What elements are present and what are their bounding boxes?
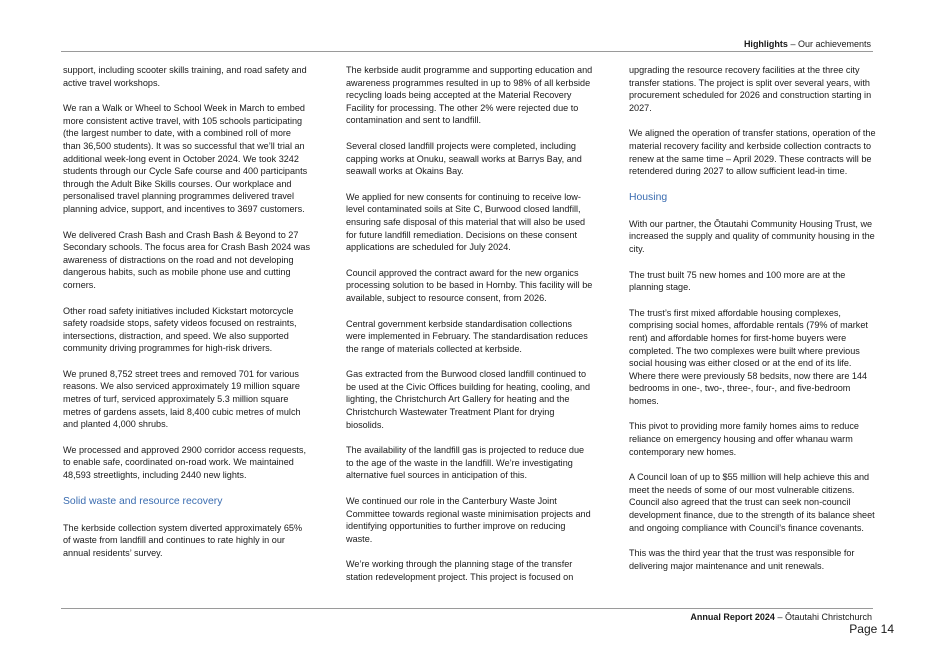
paragraph: We aligned the operation of transfer stations, operation of the material recovery facility and kerbside collection contracts to renew at the same time – April 2029. These contracts will be retendered during 2027 to allow sufficient lead-in time. (629, 128, 876, 177)
paragraph: With our partner, the Ōtautahi Community Housing Trust, we increased the supply and quality of community housing in the city. (629, 218, 875, 254)
paragraph: We ran a Walk or Wheel to School Week in March to embed more consistent active travel, with 105 schools participating (the largest number to date, with a combined roll of more than 36,500 students). It was so successful that we’ll trial an additional week-long event in October 2024. We took 3242 students through our Cycle Safe course and 400 participants through the Adult Bike Skills courses. Our workplace and personalised travel planning programmes delivered travel planning advice, support, and incentives to 3697 customers. (63, 103, 308, 214)
column-3 (629, 64, 877, 585)
paragraph: We’re working through the planning stage of the transfer station redevelopment project. This project is focused on (346, 559, 574, 582)
footer-report: Annual Report 2024 (690, 612, 775, 622)
paragraph: We delivered Crash Bash and Crash Bash & Beyond to 27 Secondary schools. The focus area for Crash Bash 2024 was awareness of distractions on the road and not developing dangerous habits, such as mobile phone use and cutting corners. (63, 229, 311, 290)
page-footer (690, 612, 872, 622)
paragraph: We processed and approved 2900 corridor access requests, to enable safe, coordinated on-road work. We maintained 48,593 streetlights, including 2440 new lights. (63, 444, 306, 481)
page-header (744, 39, 871, 49)
paragraph: Gas extracted from the Burwood closed landfill continued to be used at the Civic Offices building for heating, cooling, and lighting, the Christchurch Art Gallery for heating and the Christchurch Wastewater Treatment Plant for drying biosolids. (346, 369, 590, 430)
paragraph: Council approved the contract award for the new organics processing solution to be based in Hornby. This facility will be available, subject to resource consent, from 2026. (346, 267, 593, 303)
paragraph: The trust’s first mixed affordable housing complexes, comprising social homes, affordable rentals (79% of market rent) and affordable homes for first-home buyers were completed. The two complexes were built where previous social housing was either closed or at the end of its life. Where there were previously 58 bedsits, now there are 144 bedrooms in one-, two-, three-, four-, and five-bedroom homes. (629, 307, 868, 406)
paragraph: We applied for new consents for continuing to receive low-level contaminated soils at Site C, Burwood closed landfill, ensuring safe disposal of this material that will also be used for future landfill remediation. Decisions on these consent applications are scheduled for July 2024. (346, 191, 586, 253)
paragraph: support, including scooter skills training, and road safety and active travel workshops. (63, 65, 307, 88)
paragraph: We pruned 8,752 street trees and removed 701 for various reasons. We also serviced approximately 19 million square metres of turf, serviced approximately 5.3 million square metres of gardens assets, laid 8,400 cubic metres of mulch and planted 4,000 shrubs. (63, 368, 301, 430)
paragraph: A Council loan of up to $55 million will help achieve this and meet the needs of some of our most vulnerable citizens. Council also agreed that the trust can seek non-council development finance, due to the strength of its balance sheet and ongoing compliance with Council’s finance covenants. (629, 472, 875, 533)
column-1 (63, 64, 311, 572)
footer-divider (61, 608, 873, 609)
page-number: Page 14 (849, 622, 894, 636)
header-subtitle: – Our achievements (790, 39, 871, 49)
paragraph: The trust built 75 new homes and 100 more are at the planning stage. (629, 269, 846, 293)
paragraph: The kerbside audit programme and supporting education and awareness programmes resulted in up to 98% of all kerbside recycling loads being accepted at the Material Recovery Facility for processing. The other 2% were rejected due to contamination and sent to landfill. (346, 65, 593, 126)
column-2 (346, 64, 594, 597)
section-heading-housing: Housing (629, 191, 668, 203)
footer-subtitle: – Ōtautahi Christchurch (777, 612, 872, 622)
paragraph: This pivot to providing more family homes aims to reduce reliance on emergency housing and offer whanau warm contemporary new homes. (629, 421, 859, 457)
paragraph: The availability of the landfill gas is projected to reduce due to the age of the waste in the landfill. We’re investigating alternative fuel sources in anticipation of this. (346, 445, 585, 481)
paragraph: upgrading the resource recovery facilities at the three city transfer stations. The project is split over several years, with procurement scheduled for 2026 and construction starting in 2027. (629, 65, 872, 113)
paragraph: Several closed landfill projects were completed, including capping works at Onuku, seawall works at Barrys Bay, and seawall works at Okains Bay. (346, 140, 582, 177)
header-section: Highlights (743, 39, 788, 49)
paragraph: This was the third year that the trust was responsible for delivering major maintenance and unit renewals. (629, 548, 855, 571)
paragraph: Central government kerbside standardisation collections were implemented in February. The standardisation reduces the range of materials collected at kerbside. (346, 318, 588, 354)
header-divider (61, 51, 873, 52)
paragraph: The kerbside collection system diverted approximately 65% of waste from landfill and continues to rate highly in our annual residents’ survey. (63, 522, 303, 558)
paragraph: We continued our role in the Canterbury Waste Joint Committee towards regional waste minimisation projects and identifying opportunities to further improve on reducing waste. (346, 496, 591, 544)
paragraph: Other road safety initiatives included Kickstart motorcycle safety roadside stops, safety videos focused on restraints, intersections, distraction, and speed. We also supported community driving programmes for high-risk drivers. (63, 305, 297, 354)
section-heading-solid-waste: Solid waste and resource recovery (63, 495, 223, 507)
